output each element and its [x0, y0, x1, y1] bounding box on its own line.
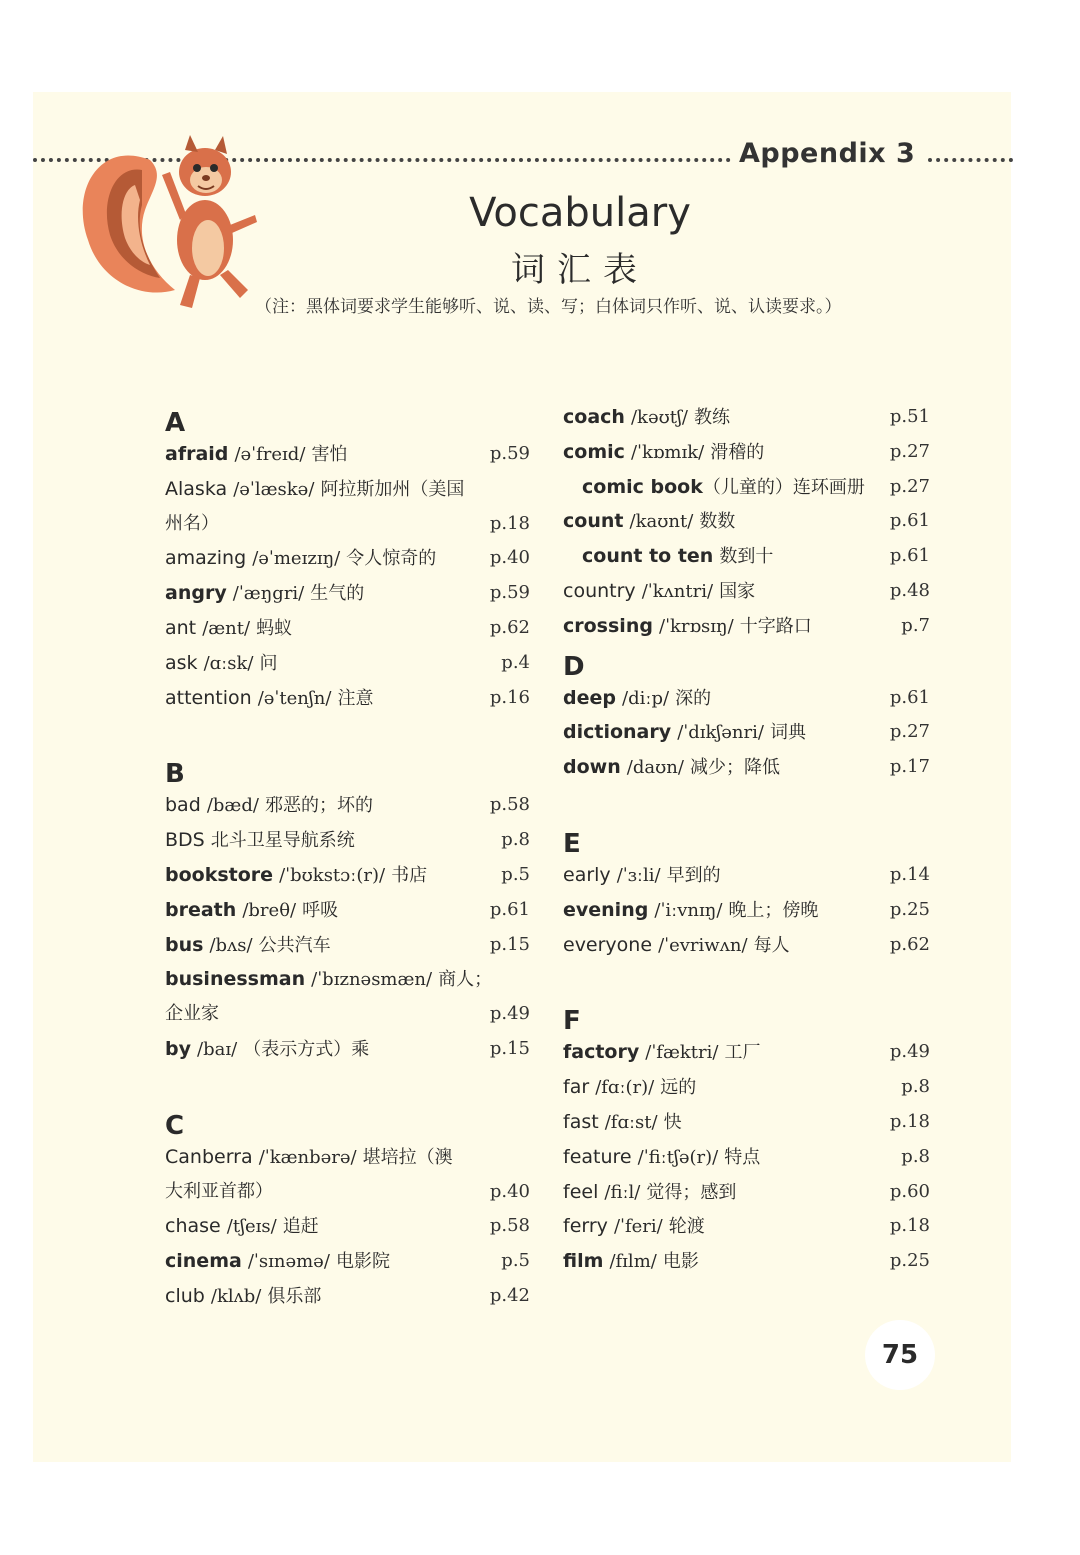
vocab-entry-phrase [563, 470, 930, 505]
entry-word: country [563, 579, 636, 602]
entry-word: ant [165, 616, 197, 639]
entry-word: far [563, 1076, 590, 1099]
entry-meaning: 害怕 [311, 444, 348, 465]
vocab-entry [165, 541, 530, 576]
entry-meaning: 数到十 [719, 546, 774, 568]
entry-phonetic: /baɪ/ [197, 1038, 238, 1060]
entry-phonetic: /ˈbʊkstɔː(r)/ [279, 864, 386, 886]
entry-word: businessman [165, 968, 306, 991]
entry-word: Canberra [165, 1145, 253, 1168]
vocab-entry-continued [165, 1175, 530, 1210]
section-letter-e: E [563, 828, 581, 859]
entry-meaning: 呼吸 [302, 899, 339, 921]
entry-meaning: 词典 [770, 722, 806, 744]
vocab-entry [165, 472, 530, 507]
entry-word: count [563, 510, 624, 533]
entry-phonetic: /daʊn/ [626, 757, 684, 779]
section-letter-b: B [165, 759, 185, 790]
entry-meaning: 令人惊奇的 [346, 548, 437, 570]
entry-meaning-cont: 企业家 [165, 1003, 219, 1025]
entry-page: p.16 [489, 686, 530, 708]
entry-page: p.49 [489, 1003, 530, 1025]
entry-page: p.48 [889, 579, 930, 601]
entry-page: p.27 [889, 721, 930, 743]
vocab-entry [165, 611, 530, 646]
entry-phonetic: /ˈbɪznəsmæn/ [311, 969, 433, 991]
entry-page: p.25 [889, 898, 930, 920]
entry-phonetic: /əˈmeɪzɪŋ/ [252, 548, 341, 570]
entry-meaning: 书店 [391, 864, 428, 886]
entry-page: p.58 [489, 794, 530, 816]
section-letter-c: C [165, 1110, 185, 1141]
entry-page: p.62 [889, 933, 930, 955]
vocab-entry [563, 1070, 930, 1105]
entry-word: comic book [582, 475, 703, 498]
appendix-label: Appendix 3 [739, 138, 916, 169]
entry-phonetic: /diːp/ [622, 687, 670, 709]
vocab-entry [563, 574, 930, 609]
vocab-entry [165, 1140, 530, 1175]
vocab-entry [165, 437, 530, 472]
vocab-entry-continued [165, 507, 530, 542]
entry-meaning: 阿拉斯加州（美国 [320, 478, 465, 500]
entry-word: bookstore [165, 863, 274, 886]
entry-phonetic: /ˈæŋgri/ [232, 583, 305, 605]
entry-page: p.58 [489, 1215, 530, 1237]
entry-phonetic: /ˈdɪkʃənri/ [677, 722, 764, 744]
entry-page: p.61 [889, 686, 930, 708]
entry-page: p.51 [889, 406, 930, 427]
entry-word: feature [563, 1145, 632, 1168]
entry-meaning-cont: 州名） [165, 512, 219, 534]
entry-word: BDS [165, 829, 205, 852]
vocab-entry [165, 928, 530, 963]
entry-phonetic: /fɪlm/ [609, 1251, 657, 1273]
entry-phonetic: /ænt/ [202, 617, 251, 639]
entry-meaning: 国家 [719, 580, 756, 602]
entry-phonetic: /əˈfreɪd/ [234, 444, 306, 465]
entry-phonetic: /breθ/ [242, 899, 297, 921]
section-letter-a: A [165, 408, 186, 438]
entry-word: ask [165, 651, 198, 674]
entry-page: p.27 [889, 440, 930, 462]
vocab-entry [165, 788, 530, 823]
vocab-entry [563, 1035, 930, 1070]
section-letter-f: F [563, 1006, 581, 1037]
entry-page: p.18 [489, 512, 530, 534]
vocab-entry [563, 1140, 930, 1175]
entry-word: deep [563, 686, 616, 709]
entry-phonetic: /ˈɜːli/ [616, 864, 661, 886]
entry-meaning: 晚上；傍晚 [728, 899, 819, 921]
entry-page: p.15 [489, 933, 530, 955]
vocab-entry-phrase [563, 539, 930, 574]
entry-phonetic: /klʌb/ [210, 1285, 262, 1307]
vocab-entry [563, 1105, 930, 1140]
entry-meaning: 每人 [753, 934, 790, 956]
entry-word: down [563, 756, 621, 779]
vocab-entry [165, 1244, 530, 1279]
entry-phonetic: /ˈkɒmɪk/ [630, 441, 705, 463]
entry-page: p.17 [889, 756, 930, 778]
entry-page: p.40 [489, 1180, 530, 1202]
entry-phonetic: /ˈevriwʌn/ [658, 934, 748, 956]
entry-meaning: （儿童的）连环画册 [702, 476, 865, 498]
entry-page: p.15 [489, 1037, 530, 1059]
entry-meaning: 邪恶的；坏的 [264, 795, 373, 817]
section-letter-d: D [563, 651, 585, 682]
entry-word: bus [165, 933, 204, 956]
vocab-entry [165, 681, 530, 716]
entry-meaning: 觉得；感到 [646, 1181, 737, 1203]
entry-meaning: 电影院 [335, 1251, 390, 1273]
entry-page: p.40 [489, 547, 530, 569]
entry-page: p.8 [501, 829, 530, 851]
entry-phonetic: /əˈtenʃn/ [257, 687, 332, 709]
page-number: 75 [865, 1320, 935, 1390]
dotted-rule-right [928, 158, 1013, 162]
entry-word: club [165, 1284, 205, 1307]
entry-page: p.61 [889, 510, 930, 532]
entry-meaning: 注意 [337, 687, 374, 709]
entry-page: p.25 [889, 1250, 930, 1272]
entry-phonetic: /ˈsɪnəmə/ [247, 1251, 330, 1273]
entry-word: bad [165, 794, 201, 817]
entry-word: comic [563, 440, 625, 463]
vocab-entry [563, 1244, 930, 1279]
vocab-entry [563, 893, 930, 928]
entry-meaning: 轮渡 [668, 1216, 705, 1238]
vocab-entry [165, 646, 530, 681]
vocab-entry [165, 1032, 530, 1067]
entry-phonetic: /ˈfæktri/ [645, 1042, 719, 1064]
squirrel-illustration [80, 130, 270, 315]
entry-word: breath [165, 898, 237, 921]
entry-word: amazing [165, 547, 247, 570]
entry-word: film [563, 1250, 604, 1273]
vocab-entry [563, 400, 930, 435]
entry-page: p.8 [901, 1076, 930, 1098]
entry-phonetic: /ˈfiːtʃə(r)/ [637, 1146, 719, 1168]
entry-phonetic: /ˈkænbərə/ [258, 1146, 357, 1168]
entry-meaning: 教练 [694, 407, 731, 428]
entry-word: evening [563, 898, 649, 921]
entry-phonetic: /ˈkrɒsɪŋ/ [659, 615, 734, 637]
entry-meaning: 追赶 [282, 1216, 319, 1238]
vocab-entry [165, 962, 530, 997]
vocab-entry [563, 681, 930, 716]
entry-phonetic: /fiːl/ [604, 1181, 641, 1203]
vocab-entry-continued [165, 997, 530, 1032]
entry-meaning: 快 [663, 1111, 682, 1133]
entry-phonetic: /fɑːst/ [604, 1111, 658, 1133]
entry-word: afraid [165, 443, 229, 465]
entry-page: p.18 [889, 1215, 930, 1237]
vocab-entry [563, 609, 930, 644]
entry-phonetic: /ɑːsk/ [203, 652, 254, 674]
vocab-entry [563, 504, 930, 539]
vocab-entry [563, 435, 930, 470]
entry-meaning: 十字路口 [739, 615, 812, 637]
vocab-entry [165, 576, 530, 611]
entry-word: coach [563, 406, 625, 428]
entry-word: Alaska [165, 477, 228, 500]
vocab-entry [165, 858, 530, 893]
entry-word: dictionary [563, 721, 672, 744]
entry-meaning: （表示方式）乘 [243, 1038, 370, 1060]
entry-phonetic: /kəʊtʃ/ [630, 407, 688, 428]
entry-meaning: 减少；降低 [689, 757, 780, 779]
entry-phonetic: /ˈkʌntri/ [641, 580, 714, 602]
entry-word: cinema [165, 1250, 242, 1273]
entry-page: p.61 [489, 898, 530, 920]
vocab-entry [165, 823, 530, 858]
entry-word: factory [563, 1041, 640, 1064]
entry-word: everyone [563, 933, 653, 956]
entry-phonetic: /ˈiːvnɪŋ/ [654, 899, 723, 921]
entry-page: p.59 [489, 443, 530, 464]
entry-meaning: 滑稽的 [710, 441, 765, 463]
note-text: （注：黑体词要求学生能够听、说、读、写；白体词只作听、说、认读要求。） [255, 297, 842, 317]
entry-meaning: 公共汽车 [258, 934, 331, 956]
entry-meaning-cont: 大利亚首都） [165, 1180, 273, 1202]
entry-meaning: 蚂蚁 [256, 617, 293, 639]
entry-meaning: 俱乐部 [267, 1285, 322, 1307]
entry-page: p.60 [889, 1180, 930, 1202]
entry-page: p.49 [889, 1041, 930, 1063]
entry-word: feel [563, 1180, 599, 1203]
entry-page: p.7 [901, 614, 930, 636]
entry-word: chase [165, 1215, 221, 1238]
entry-page: p.61 [889, 545, 930, 567]
entry-page: p.27 [889, 475, 930, 497]
entry-word: angry [165, 582, 227, 605]
vocab-entry [563, 1209, 930, 1244]
entry-page: p.8 [901, 1145, 930, 1167]
entry-phonetic: /kaʊnt/ [629, 511, 694, 533]
entry-meaning: 早到的 [666, 864, 721, 886]
vocabulary-column-left [165, 400, 530, 1314]
entry-word: early [563, 863, 611, 886]
vocab-entry [563, 858, 930, 893]
entry-meaning: 数数 [699, 511, 736, 533]
entry-phonetic: /bʌs/ [209, 934, 253, 956]
entry-page: p.5 [501, 863, 530, 885]
entry-word: by [165, 1037, 191, 1060]
entry-phonetic: /bæd/ [206, 795, 259, 817]
entry-word: fast [563, 1110, 599, 1133]
vocab-entry [563, 750, 930, 785]
entry-page: p.14 [889, 863, 930, 885]
entry-meaning: 堪培拉（澳 [362, 1146, 453, 1168]
entry-meaning: 电影 [662, 1251, 699, 1273]
vocabulary-column-right [563, 400, 930, 1279]
entry-page: p.42 [489, 1284, 530, 1306]
entry-page: p.18 [889, 1110, 930, 1132]
entry-word: crossing [563, 614, 653, 637]
entry-phonetic: /ˈferi/ [613, 1216, 663, 1238]
title-english: Vocabulary [469, 190, 691, 236]
entry-meaning: 生气的 [310, 583, 365, 605]
vocab-entry [165, 1279, 530, 1314]
title-chinese: 词汇表 [511, 250, 649, 290]
entry-page: p.62 [489, 616, 530, 638]
entry-word: ferry [563, 1215, 608, 1238]
entry-word: attention [165, 686, 252, 709]
vocab-entry [563, 715, 930, 750]
entry-meaning: 商人； [438, 969, 493, 991]
entry-page: p.4 [501, 651, 530, 673]
entry-word: count to ten [582, 545, 714, 568]
entry-phonetic: /tʃeɪs/ [226, 1216, 277, 1238]
entry-meaning: 远的 [660, 1077, 697, 1099]
entry-meaning: 特点 [724, 1146, 761, 1168]
entry-phonetic: /fɑː(r)/ [595, 1077, 655, 1099]
entry-page: p.59 [489, 582, 530, 604]
vocab-entry [165, 1209, 530, 1244]
entry-meaning: 深的 [675, 687, 712, 709]
entry-meaning: 工厂 [724, 1042, 761, 1064]
vocab-entry [563, 928, 930, 963]
entry-page: p.5 [501, 1250, 530, 1272]
vocab-entry [165, 893, 530, 928]
entry-meaning: 北斗卫星导航系统 [210, 830, 355, 852]
vocab-entry [563, 1175, 930, 1210]
entry-meaning: 问 [259, 652, 278, 674]
entry-phonetic: /əˈlæskə/ [233, 478, 315, 500]
